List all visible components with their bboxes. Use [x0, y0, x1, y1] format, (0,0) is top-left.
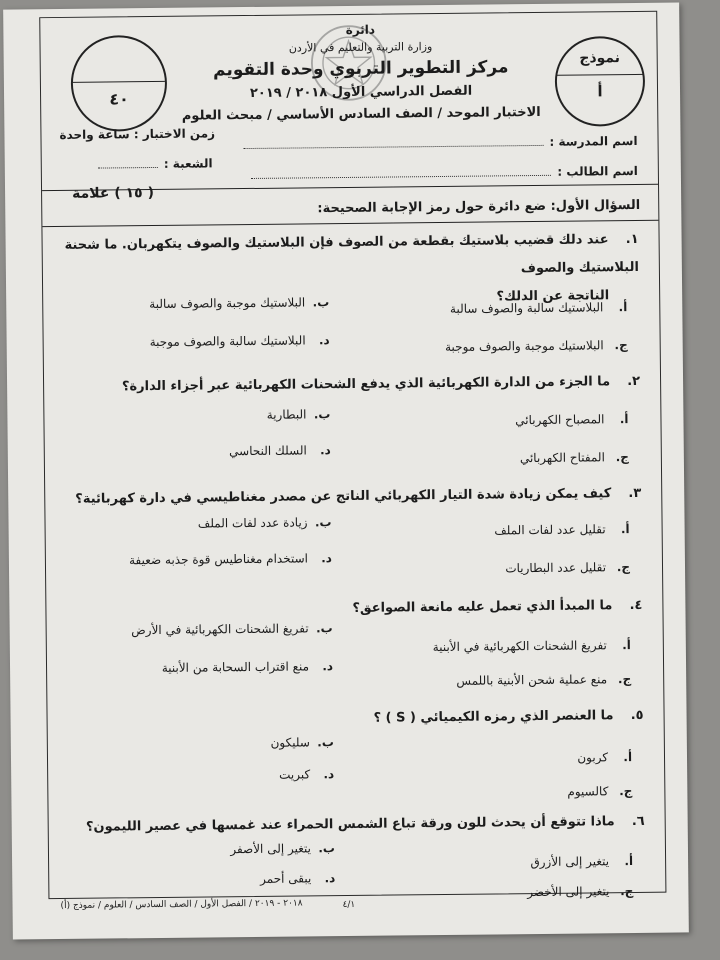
question-6: ٦.ماذا تتوقع أن يحدث للون ورقة تباع الشمس الحمراء عند غمسها في عصير الليمون؟: [85, 813, 645, 835]
q5-option-c[interactable]: ج.كالسيوم: [567, 784, 633, 799]
q4-option-a[interactable]: أ.تفريغ الشحنات الكهربائية في الأبنية: [432, 638, 631, 655]
page-number: ٤/١: [342, 899, 356, 911]
question-2: ٢.ما الجزء من الدارة الكهربائية الذي يدفع الشحنات الكهربائية عبر أجزاء الدارة؟: [121, 373, 641, 395]
q6-option-c[interactable]: ج.يتغير إلى الأخضر: [527, 884, 634, 900]
model-divider: [557, 74, 643, 76]
q2-option-b[interactable]: ب.البطارية: [266, 407, 331, 422]
total-score: ٤٠: [109, 89, 129, 109]
section-blank: [98, 157, 158, 169]
q3-option-d[interactable]: د.استخدام مغناطيس قوة جذبه ضعيفة: [128, 551, 332, 568]
exam-line: الاختبار الموحد / الصف السادس الأساسي / مبحث العلوم: [181, 104, 541, 124]
q6-option-b[interactable]: ب.يتغير إلى الأصفر: [230, 841, 336, 857]
exam-frame: [39, 11, 666, 899]
student-label: اسم الطالب :: [557, 163, 638, 179]
school-blank: [243, 135, 543, 149]
q6-option-d[interactable]: د.يبقى أحمر: [260, 871, 336, 886]
section-field: [98, 156, 213, 171]
question-4-text: ما المبدأ الذي تعمل عليه مانعة الصواعق؟: [352, 598, 613, 616]
question-1-text: عند دلك قضيب بلاستيك بقطعة من الصوف فإن البلاستيك والصوف يتكهربان. ما شحنة البلاستيك والصوف: [64, 232, 639, 277]
question-1-text-cont: الناتجة عن الدلك؟: [496, 288, 610, 305]
question-1: ١.عند دلك قضيب بلاستيك بقطعة من الصوف فإن البلاستيك والصوف يتكهربان. ما شحنة البلاستيك والصوف الناتجة عن الدلك؟: [64, 231, 639, 305]
question-2-text: ما الجزء من الدارة الكهربائية الذي يدفع الشحنات الكهربائية عبر أجزاء الدارة؟: [121, 374, 611, 395]
q4-option-d[interactable]: د.منع اقتراب السحابة من الأبنية: [161, 659, 334, 675]
total-score-circle: [70, 35, 167, 132]
q1-option-a[interactable]: أ.البلاستيك سالبة والصوف سالبة: [449, 300, 628, 316]
q2-option-d[interactable]: د.السلك النحاسي: [229, 443, 331, 459]
section-label: الشعبة :: [163, 156, 213, 171]
question-3-text: كيف يمكن زيادة شدة التيار الكهربائي الناتج عن مصدر مغناطيسي في دارة كهربائية؟: [75, 486, 612, 507]
student-blank: [251, 165, 551, 179]
q1-option-d[interactable]: د.البلاستيك سالبة والصوف موجبة: [149, 333, 330, 350]
q5-option-d[interactable]: د.كبريت: [279, 767, 335, 782]
section-title: السؤال الأول: ضع دائرة حول رمز الإجابة الصحيحة:: [317, 197, 641, 217]
school-field: [243, 134, 637, 152]
q5-option-b[interactable]: ب.سليكون: [270, 735, 334, 750]
school-label: اسم المدرسة :: [549, 133, 638, 149]
question-6-text: ماذا تتوقع أن يحدث للون ورقة تباع الشمس الحمراء عند غمسها في عصير الليمون؟: [85, 814, 615, 835]
q5-option-a[interactable]: أ.كربون: [577, 750, 633, 765]
q3-option-c[interactable]: ج.تقليل عدد البطاريات: [505, 560, 631, 576]
q2-option-c[interactable]: ج.المفتاح الكهربائي: [519, 450, 629, 466]
exam-time: زمن الاختبار : ساعة واحدة: [59, 126, 216, 142]
q2-option-a[interactable]: أ.المصباح الكهربائي: [515, 412, 629, 428]
q1-option-c[interactable]: ج.البلاستيك موجبة والصوف موجبة: [444, 338, 628, 354]
q4-option-b[interactable]: ب.تفريغ الشحنات الكهربائية في الأرض: [131, 621, 333, 638]
section-marks: ( ١٥ ) علامة: [71, 184, 155, 202]
gov-line-2: وزارة التربية والتعليم في الأردن: [288, 40, 433, 55]
q4-option-c[interactable]: ج.منع عملية شحن الأبنية باللمس: [456, 672, 632, 688]
q3-option-a[interactable]: أ.تقليل عدد لفات الملف: [494, 522, 630, 538]
exam-sheet: [3, 2, 689, 939]
center-title: مركز التطوير التربوي وحدة التقويم: [213, 57, 509, 81]
q6-option-a[interactable]: أ.يتغير إلى الأزرق: [530, 854, 634, 870]
question-4: ٤.ما المبدأ الذي تعمل عليه مانعة الصواعق؟: [352, 597, 643, 616]
model-label: نموذج: [579, 50, 621, 67]
student-field: [251, 164, 638, 182]
q1-option-b[interactable]: ب.البلاستيك موجبة والصوف سالبة: [149, 295, 330, 312]
question-3: ٣.كيف يمكن زيادة شدة التيار الكهربائي الناتج عن مصدر مغناطيسي في دارة كهربائية؟: [75, 485, 642, 507]
model-value: أ: [597, 82, 603, 101]
question-5: ٥.ما العنصر الذي رمزه الكيميائي ( S ) ؟: [373, 707, 644, 726]
model-circle: [554, 36, 645, 127]
semester-line: الفصل الدراسي الأول ٢٠١٨ / ٢٠١٩: [249, 83, 473, 101]
q3-option-b[interactable]: ب.زيادة عدد لفات الملف: [197, 515, 332, 531]
footer-code: ٢٠١٨ - ٢٠١٩ / الفصل الأول / الصف السادس / العلوم / نموذج (أ): [60, 898, 303, 912]
score-divider: [73, 81, 165, 83]
question-5-text: ما العنصر الذي رمزه الكيميائي ( S ) ؟: [373, 708, 614, 726]
gov-line-1: دائرة: [345, 22, 376, 37]
